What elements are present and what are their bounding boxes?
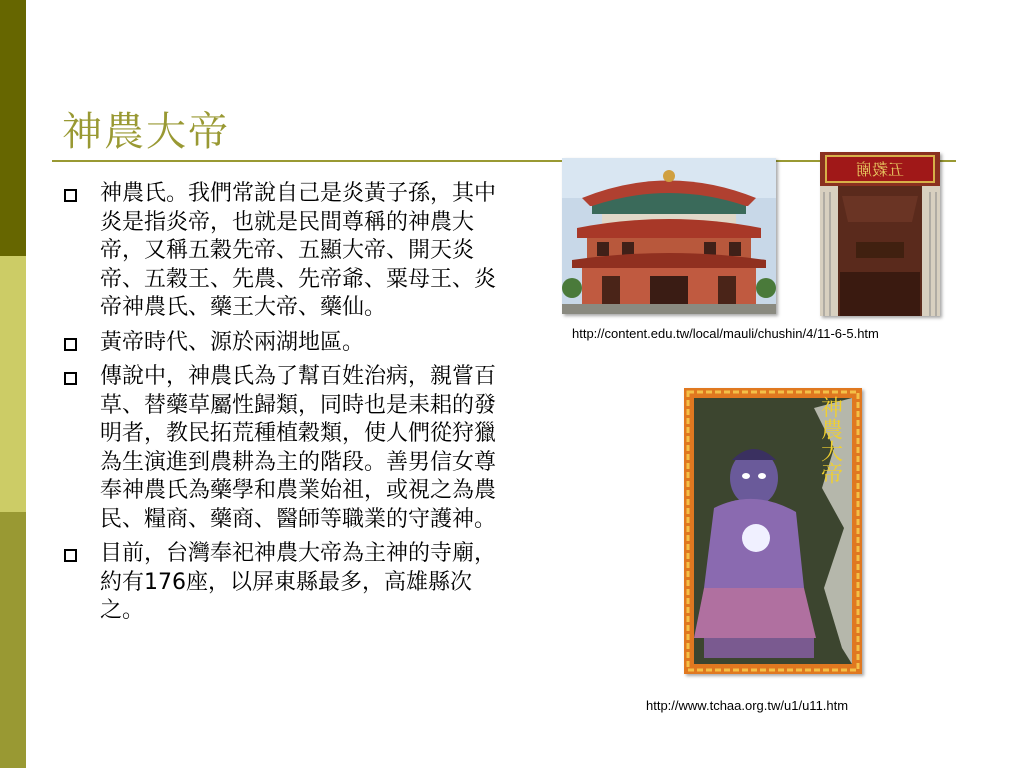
gate-photo (820, 152, 940, 316)
shennong-poster (684, 388, 862, 674)
gate-plaque-text: 五穀廟 (855, 160, 905, 179)
bullet-item (62, 363, 512, 534)
hollow-square-icon (64, 549, 77, 562)
bullet-text: 傳說中，神農氏為了幫百姓治病，親嘗百草、替藥草屬性歸類，同時也是耒耜的發明者，教民拓荒種植穀類，使人們從狩獵為生演進到農耕為主的階段。善男信女尊奉神農氏為藥學和農業始祖，或視之為農民、糧商、藥商、醫師等職業的守護神。 (100, 364, 497, 532)
decor-bar-middle (0, 256, 26, 512)
slide-title: 神農大帝 (62, 109, 230, 155)
hollow-square-icon (64, 372, 77, 385)
temple-photo (562, 158, 776, 314)
bullet-text: 神農氏。我們常說自己是炎黃子孫，其中炎是指炎帝，也就是民間尊稱的神農大帝，又稱五穀先帝、五顯大帝、開天炎帝、五穀王、先農、先帝爺、粟母王、炎帝神農氏、藥王大帝、藥仙。 (100, 181, 497, 320)
bullet-item (62, 180, 512, 323)
shennong-illustration (684, 388, 862, 674)
bullet-item (62, 329, 512, 358)
bullet-text: 黃帝時代、源於兩湖地區。 (100, 329, 365, 355)
hollow-square-icon (64, 338, 77, 351)
bullet-item (62, 540, 512, 626)
image-caption-2: http://www.tchaa.org.tw/u1/u11.htm (646, 698, 849, 713)
poster-title: 神農大帝 (817, 396, 843, 484)
bullet-list (62, 180, 512, 632)
gate-illustration (820, 152, 940, 316)
decor-bar-bottom (0, 512, 26, 768)
image-caption-1: http://content.edu.tw/local/mauli/chushin/4/11-6-5.htm (572, 326, 879, 341)
temple-illustration (562, 158, 776, 314)
hollow-square-icon (64, 189, 77, 202)
bullet-text: 目前，台灣奉祀神農大帝為主神的寺廟，約有176座，以屏東縣最多，高雄縣次之。 (100, 541, 497, 623)
decor-bar-top (0, 0, 26, 256)
